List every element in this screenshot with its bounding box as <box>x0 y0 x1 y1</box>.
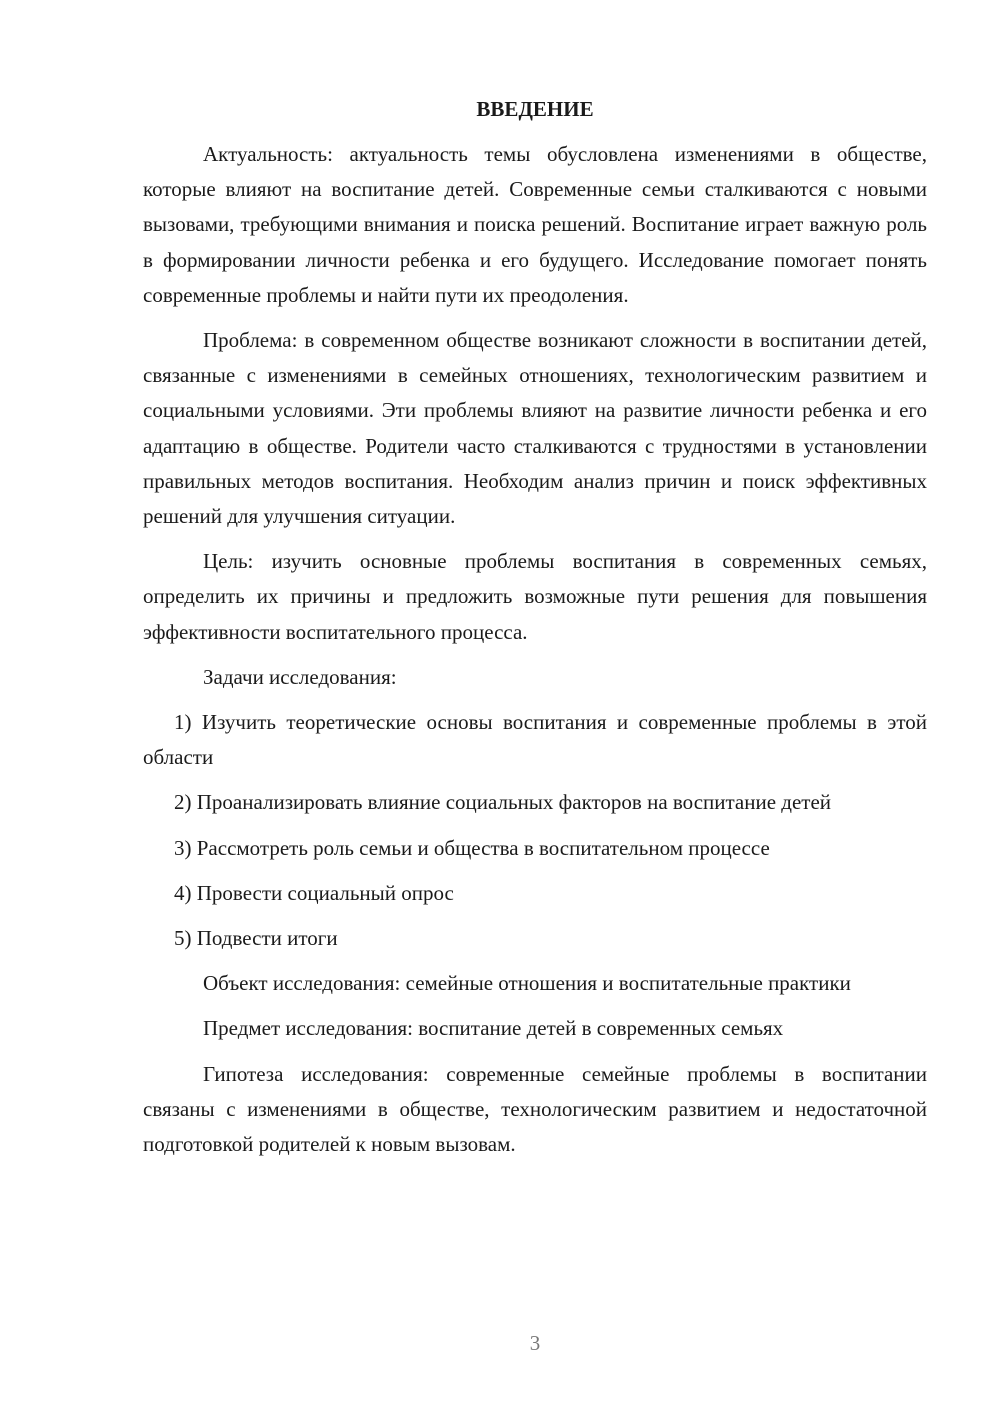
relevance-paragraph: Актуальность: актуальность темы обусловлена изменениями в обществе, которые влияют на воспитание детей. Современные семьи сталкиваются с новыми вызовами, требующими внимания и поиска решений. Воспитание играет важную роль в формировании личности ребенка и его будущего. Исследование помогает понять современные проблемы и найти пути их преодоления. <box>143 142 927 307</box>
problem-paragraph: Проблема: в современном обществе возникают сложности в воспитании детей, связанные с изменениями в семейных отношениях, технологическим развитием и социальными условиями. Эти проблемы влияют на развитие личности ребенка и его адаптацию в обществе. Родители часто сталкиваются с трудностями в установлении правильных методов воспитания. Необходим анализ причин и поиск эффективных решений для улучшения ситуации. <box>143 328 927 529</box>
subject-paragraph: Предмет исследования: воспитание детей в современных семьях <box>203 1016 784 1041</box>
list-item: 3) Рассмотреть роль семьи и общества в воспитательном процессе <box>174 835 770 860</box>
document-page <box>143 92 927 1172</box>
page-number: 3 <box>529 1331 541 1355</box>
object-paragraph: Объект исследования: семейные отношения и воспитательные практики <box>203 971 851 996</box>
tasks-title: Задачи исследования: <box>203 664 397 689</box>
list-item: 2) Проанализировать влияние социальных факторов на воспитание детей <box>174 790 832 815</box>
list-item: 1) Изучить теоретические основы воспитания и современные проблемы в этой области <box>143 710 927 770</box>
tasks-list <box>143 705 927 956</box>
list-item: 4) Провести социальный опрос <box>174 880 454 905</box>
goal-paragraph: Цель: изучить основные проблемы воспитания в современных семьях, определить их причины и предложить возможные пути решения для повышения эффективности воспитательного процесса. <box>143 549 927 644</box>
hypothesis-paragraph: Гипотеза исследования: современные семейные проблемы в воспитании связаны с изменениями в обществе, технологическим развитием и недостаточной подготовкой родителей к новым вызовам. <box>143 1061 927 1157</box>
section-heading: ВВЕДЕНИЕ <box>476 97 594 121</box>
list-item: 5) Подвести итоги <box>174 926 338 951</box>
